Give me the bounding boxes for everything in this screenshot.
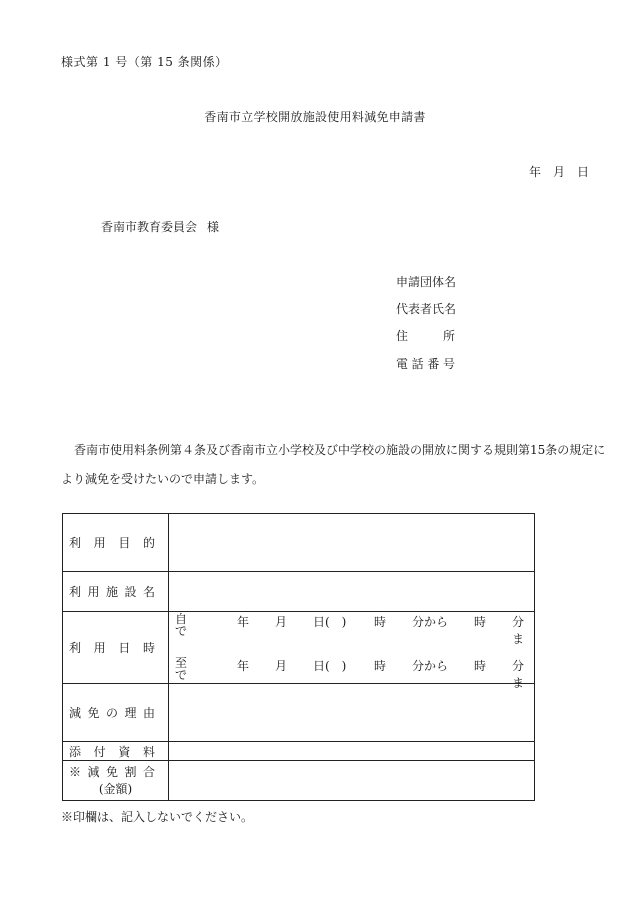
from-day-unit: 日( ) [313,615,347,629]
rate-label: ※減免割合 [69,765,155,779]
to-year-unit: 年 [237,659,250,673]
applicant-representative-label: 代表者氏名 [396,302,457,316]
from-month-unit: 月 [275,615,288,629]
rate-sublabel: (金額) [98,782,133,796]
date-line: 年 月 日 [529,165,590,179]
addressee-honorific: 様 [207,220,220,234]
application-statement: 香南市使用料条例第４条及び香南市立小学校及び中学校の施設の開放に関する規則第15条の規定により減免を受けたいので申請します。 [61,443,606,486]
row-reason [63,684,535,742]
from-minute-unit: 分から [412,615,449,629]
applicant-phone-label: 電話番号 [396,357,455,371]
facility-label-cell: 利用施設名 [63,572,169,612]
footnote: ※印欄は、記入しないでください。 [61,810,254,824]
document-title: 香南市立学校開放施設使用料減免申請書 [204,110,426,124]
purpose-input-cell[interactable] [169,514,535,572]
to-hour-unit: 時 [374,659,387,673]
period-to-line [175,656,534,690]
purpose-label-cell: 利用目的 [63,514,169,572]
to-marker: 至で [175,656,188,682]
rate-label-cell [63,761,169,801]
until-hour-unit: 時 [474,615,487,629]
datetime-input-cell[interactable] [169,612,535,690]
from-year-unit: 年 [237,615,250,629]
until-minute-unit: 分ま [512,615,525,646]
addressee-name: 香南市教育委員会 [101,220,198,234]
applicant-address-label: 住所 [396,329,455,343]
to-until-hour-unit: 時 [474,659,487,673]
row-attachments [63,742,535,761]
row-rate [63,761,535,801]
form-number: 様式第 1 号（第 15 条関係） [61,55,228,69]
row-purpose [63,514,535,572]
from-hour-unit: 時 [374,615,387,629]
period-from-line [175,612,534,646]
from-marker: 自で [175,612,188,638]
to-until-minute-unit: 分ま [512,659,525,690]
reason-label-cell: 減免の理由 [63,684,169,742]
rate-input-cell [169,761,535,801]
row-facility [63,572,535,612]
addressee [101,218,219,235]
to-day-unit: 日( ) [313,659,347,673]
applicant-group-name-label: 申請団体名 [396,275,457,289]
reason-input-cell[interactable] [169,684,535,742]
to-minute-from-unit: 分から [412,659,449,673]
attachments-input-cell[interactable] [169,742,535,761]
to-month-unit: 月 [275,659,288,673]
facility-input-cell[interactable] [169,572,535,612]
attachments-label-cell: 添付資料 [63,742,169,761]
datetime-label-cell: 利用日時 [63,612,169,684]
application-table [62,513,535,801]
row-datetime [63,612,535,684]
